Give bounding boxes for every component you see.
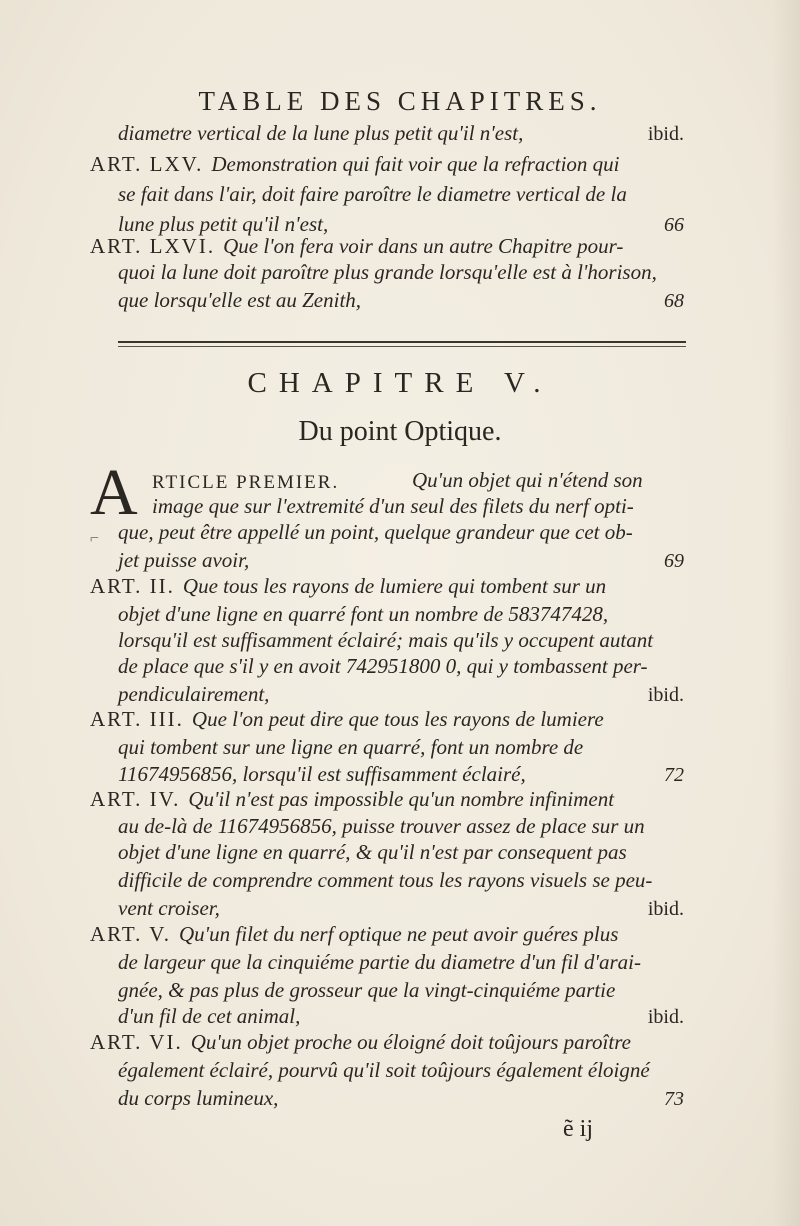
signature-mark: ẽ ij — [563, 1116, 593, 1142]
entry-text: se fait dans l'air, doit faire paroître le diametre vertical de la — [118, 182, 627, 206]
article-number: ART. VI. — [90, 1030, 183, 1054]
entry-text: Que tous les rayons de lumiere qui tombent sur un — [182, 574, 607, 598]
article-first-label: RTICLE PREMIER. — [152, 472, 340, 493]
entry-text: lorsqu'il est suffisamment éclairé; mais qu'ils y occupent autant — [118, 628, 654, 652]
entry-text: image que sur l'extremité d'un seul des filets du nerf opti- — [152, 494, 634, 518]
page-reference: 66 — [664, 214, 684, 236]
toc-continuation-line — [118, 816, 645, 837]
entry-text: lune plus petit qu'il n'est, — [118, 212, 329, 236]
toc-entry-line — [90, 576, 606, 597]
toc-continuation-line — [152, 496, 634, 517]
entry-text: vent croiser, — [118, 896, 220, 920]
toc-continuation-line — [118, 630, 653, 651]
article-number: ART. LXV. — [90, 152, 204, 176]
toc-entry-line — [90, 789, 614, 810]
toc-continuation-line — [118, 656, 648, 677]
toc-continuation-line — [118, 684, 269, 705]
entry-text: Qu'un filet du nerf optique ne peut avoir guéres plus — [179, 922, 619, 946]
entry-text: objet d'une ligne en quarré font un nombre de 583747428, — [118, 602, 609, 626]
article-number: ART. IV. — [90, 787, 181, 811]
gutter-shadow — [772, 0, 800, 1226]
toc-continuation-line — [118, 123, 523, 144]
article-number: ART. II. — [90, 574, 175, 598]
entry-text: objet d'une ligne en quarré, & qu'il n'est par consequent pas — [118, 840, 627, 864]
article-number: ART. III. — [90, 707, 184, 731]
toc-continuation-line — [118, 1088, 278, 1109]
toc-continuation-line — [118, 1006, 300, 1027]
toc-entry-line — [90, 1032, 631, 1053]
toc-continuation-line — [118, 290, 361, 311]
drop-cap: A — [90, 456, 138, 529]
entry-text: Qu'il n'est pas impossible qu'un nombre infiniment — [188, 787, 615, 811]
toc-continuation-line — [118, 262, 657, 283]
entry-text: également éclairé, pourvû qu'il soit toûjours également éloigné — [118, 1058, 650, 1082]
toc-continuation-line — [118, 1060, 650, 1081]
page-reference: 69 — [664, 550, 684, 572]
toc-continuation-line — [118, 898, 220, 919]
toc-continuation-line — [118, 214, 328, 235]
page-reference: ibid. — [647, 684, 684, 706]
entry-text: Demonstration qui fait voir que la refraction qui — [211, 152, 620, 176]
entry-text: d'un fil de cet animal, — [118, 1004, 301, 1028]
toc-entry-line — [90, 236, 623, 257]
chapter-subtitle: Du point Optique. — [298, 416, 502, 447]
page-reference: 72 — [664, 764, 684, 786]
toc-continuation-line — [118, 522, 633, 543]
page-reference: 68 — [664, 290, 684, 312]
entry-text: Qu'un objet proche ou éloigné doit toûjours paroître — [190, 1030, 631, 1054]
toc-entry-line — [90, 924, 618, 945]
toc-continuation-line — [118, 980, 615, 1001]
entry-text: pendiculairement, — [118, 682, 270, 706]
page-reference: ibid. — [647, 898, 684, 920]
entry-text: gnée, & pas plus de grosseur que la vingt-cinquiéme partie — [118, 978, 616, 1002]
entry-text: que, peut être appellé un point, quelque grandeur que cet ob- — [118, 520, 633, 544]
entry-text: Que l'on fera voir dans un autre Chapitre pour- — [223, 234, 624, 258]
toc-continuation-line — [118, 870, 652, 891]
chapter-rule — [118, 341, 686, 343]
toc-entry-line — [90, 709, 604, 730]
chapter-rule-thin — [118, 346, 686, 347]
toc-continuation-line — [118, 764, 526, 785]
entry-text: quoi la lune doit paroître plus grande lorsqu'elle est à l'horison, — [118, 260, 657, 284]
entry-text: que lorsqu'elle est au Zenith, — [118, 288, 362, 312]
toc-continuation-line — [412, 470, 643, 491]
toc-continuation-line — [118, 842, 627, 863]
entry-text: qui tombent sur une ligne en quarré, font un nombre de — [118, 735, 584, 759]
entry-text: au de-là de 11674956856, puisse trouver assez de place sur un — [118, 814, 645, 838]
toc-continuation-line — [118, 952, 641, 973]
toc-continuation-line — [118, 604, 608, 625]
toc-continuation-line — [118, 184, 627, 205]
toc-entry-line — [90, 154, 620, 175]
entry-text: du corps lumineux, — [118, 1086, 279, 1110]
entry-text: diametre vertical de la lune plus petit qu'il n'est, — [118, 121, 524, 145]
entry-text: 11674956856, lorsqu'il est suffisamment éclairé, — [118, 762, 526, 786]
toc-continuation-line — [118, 550, 249, 571]
entry-text: de largeur que la cinquiéme partie du diametre d'un fil d'arai- — [118, 950, 642, 974]
entry-text: Qu'un objet qui n'étend son — [412, 468, 643, 492]
toc-continuation-line — [118, 737, 583, 758]
article-number: ART. V. — [90, 922, 172, 946]
entry-text: jet puisse avoir, — [118, 548, 250, 572]
page-reference: ibid. — [647, 123, 684, 145]
margin-mark: ⌐ — [90, 530, 100, 547]
entry-text: difficile de comprendre comment tous les rayons visuels se peu- — [118, 868, 653, 892]
entry-text: de place que s'il y en avoit 742951800 0, qui y tombassent per- — [118, 654, 648, 678]
running-head: TABLE DES CHAPITRES. — [198, 86, 602, 116]
page-reference: ibid. — [647, 1006, 684, 1028]
chapter-heading: CHAPITRE V. — [247, 367, 553, 399]
page-reference: 73 — [664, 1088, 684, 1110]
article-number: ART. LXVI. — [90, 234, 216, 258]
entry-text: Que l'on peut dire que tous les rayons de lumiere — [191, 707, 604, 731]
